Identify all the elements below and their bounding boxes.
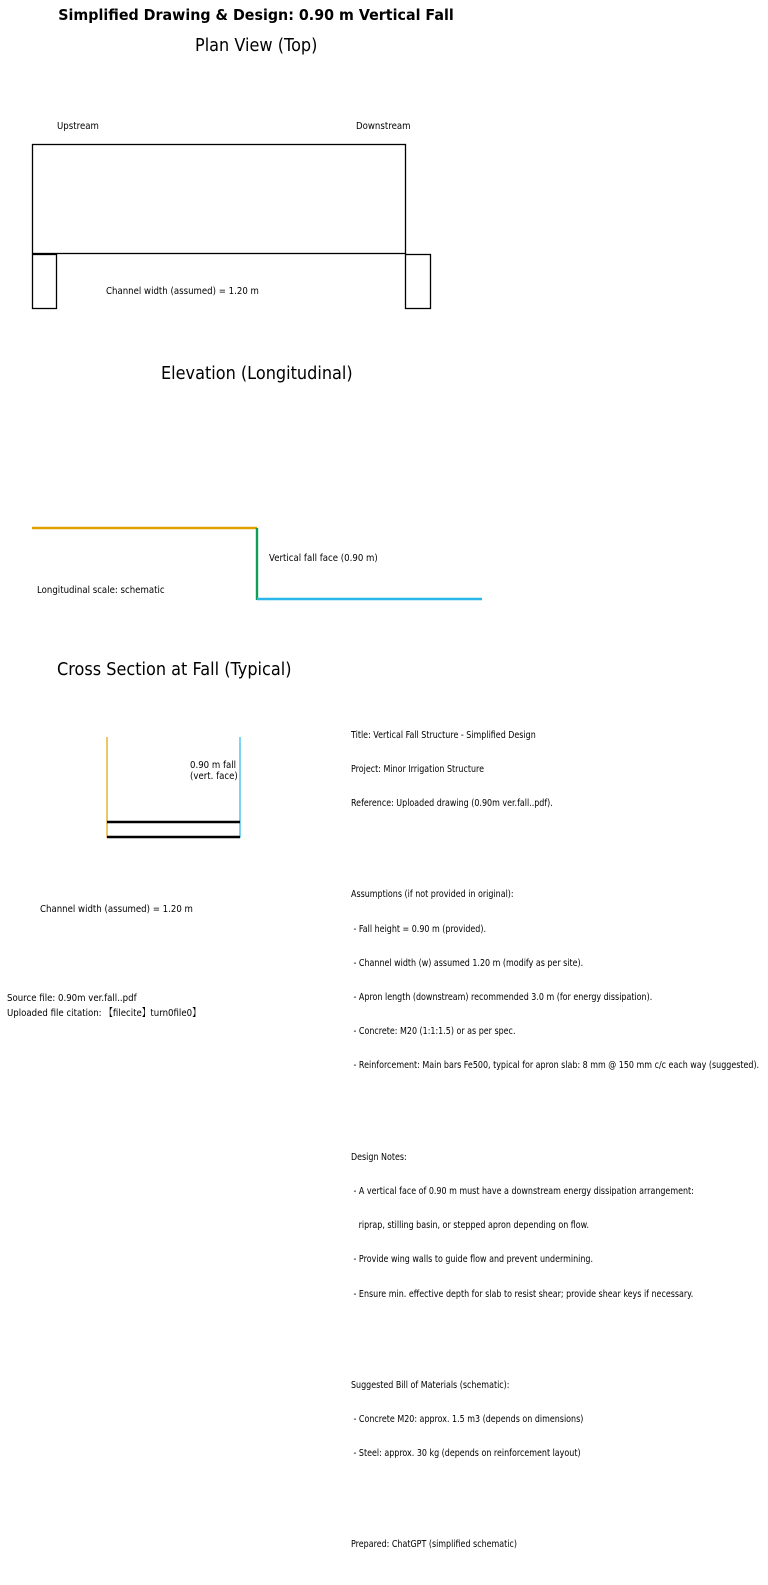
notes-line: - Concrete M20: approx. 1.5 m3 (depends on dimensions) bbox=[351, 1413, 584, 1425]
cross-section-fall-label-1: 0.90 m fall bbox=[190, 760, 237, 771]
fall-face-label: Vertical fall face (0.90 m) bbox=[269, 553, 378, 564]
cross-section-fall-label-2: (vert. face) bbox=[190, 771, 238, 782]
plan-channel-width-label: Channel width (assumed) = 1.20 m bbox=[106, 286, 259, 297]
plan-left-wing-wall bbox=[33, 255, 57, 309]
scale-label: Longitudinal scale: schematic bbox=[37, 585, 165, 596]
source-file-label: Source file: 0.90m ver.fall..pdf bbox=[7, 993, 137, 1004]
drawing-title: Simplified Drawing & Design: 0.90 m Vertical Fall bbox=[58, 6, 454, 24]
design-notes-block bbox=[351, 1129, 759, 1323]
file-citation-label: Uploaded file citation: 【filecite】turn0file0】 bbox=[7, 1008, 201, 1019]
notes-line: - Ensure min. effective depth for slab to resist shear; provide shear keys if necessary. bbox=[351, 1288, 694, 1300]
elevation-title: Elevation (Longitudinal) bbox=[161, 364, 353, 384]
notes-line: Design Notes: bbox=[351, 1151, 407, 1163]
plan-view-title: Plan View (Top) bbox=[195, 36, 318, 56]
cross-section-width-label: Channel width (assumed) = 1.20 m bbox=[40, 904, 193, 915]
plan-channel-outline bbox=[33, 145, 406, 254]
notes-line: - A vertical face of 0.90 m must have a downstream energy dissipation arrangement: bbox=[351, 1185, 694, 1197]
notes-line: Project: Minor Irrigation Structure bbox=[351, 763, 484, 775]
assumptions-block bbox=[351, 866, 759, 1094]
design-notes-panel bbox=[351, 684, 759, 1585]
cross-section-title: Cross Section at Fall (Typical) bbox=[57, 660, 292, 680]
notes-line: Reference: Uploaded drawing (0.90m ver.fall..pdf). bbox=[351, 798, 553, 810]
notes-line: - Reinforcement: Main bars Fe500, typical for apron slab: 8 mm @ 150 mm c/c each way (suggested). bbox=[351, 1060, 760, 1072]
downstream-label: Downstream bbox=[356, 121, 411, 132]
notes-line: Title: Vertical Fall Structure - Simplified Design bbox=[351, 729, 536, 741]
prepared-by-line: Prepared: ChatGPT (simplified schematic) bbox=[351, 1539, 517, 1551]
notes-header-block bbox=[351, 707, 759, 832]
notes-line: - Fall height = 0.90 m (provided). bbox=[351, 923, 486, 935]
notes-line: Suggested Bill of Materials (schematic): bbox=[351, 1379, 510, 1391]
notes-line: - Apron length (downstream) recommended 3.0 m (for energy dissipation). bbox=[351, 991, 653, 1003]
notes-line: - Channel width (w) assumed 1.20 m (modify as per site). bbox=[351, 957, 584, 969]
bill-of-materials-block bbox=[351, 1357, 759, 1482]
notes-line: riprap, stilling basin, or stepped apron depending on flow. bbox=[351, 1220, 589, 1232]
prepared-by-block bbox=[351, 1517, 759, 1574]
upstream-label: Upstream bbox=[57, 121, 99, 132]
notes-line: - Provide wing walls to guide flow and prevent undermining. bbox=[351, 1254, 594, 1266]
notes-line: Assumptions (if not provided in original): bbox=[351, 889, 514, 901]
notes-line: - Concrete: M20 (1:1:1.5) or as per spec. bbox=[351, 1026, 516, 1038]
plan-right-wing-wall bbox=[406, 255, 431, 309]
notes-line: - Steel: approx. 30 kg (depends on reinforcement layout) bbox=[351, 1448, 581, 1460]
